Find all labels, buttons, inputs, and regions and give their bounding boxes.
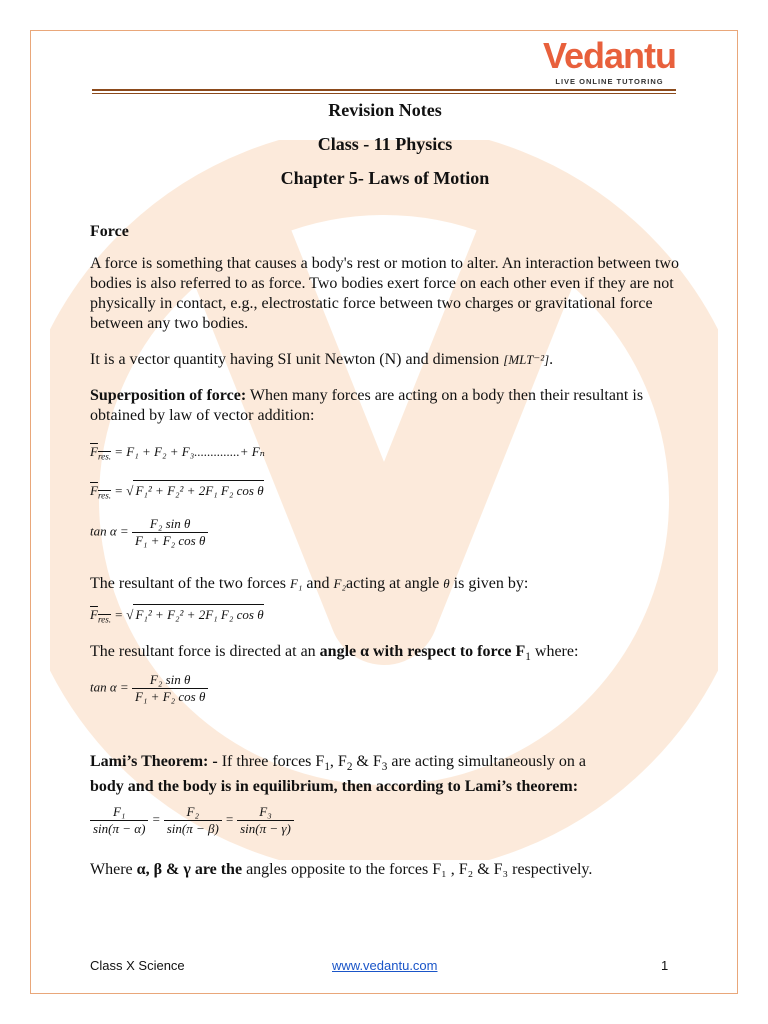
- lami-text-4: are acting simultaneously on a: [387, 753, 586, 770]
- equation-lami: $\frac{\text{F₁}}{\sin(\pi - \alpha)}$ = $\frac{\text{F₂}}{\sin(\pi - \beta)}$ = $\frac{\text{F₃}}{\sin(\pi - \gamma)}$: [90, 804, 294, 837]
- lami-num-1: F₁: [90, 804, 148, 821]
- vedantu-logo: [542, 35, 676, 86]
- symbol-theta: θ: [443, 576, 450, 591]
- lami-den-2: sin(π − β): [166, 821, 219, 836]
- lami-num-2: F₂: [164, 804, 222, 821]
- tan-lhs: tan α =: [90, 523, 129, 539]
- doc-class: Class - 11 Physics: [317, 134, 453, 154]
- header-rule-thin: [92, 93, 676, 94]
- doc-chapter: Chapter 5- Laws of Motion: [280, 168, 490, 188]
- direction-paragraph: [90, 642, 680, 667]
- force-paragraph: A force is something that causes a body's rest or motion to alter. An interaction between two bodies is also referred to as force. Two bodies exert force on each other even if they are not physically in contact, e.g., electrostatic force between two charges or gravitational force between any two bodies.: [90, 255, 679, 332]
- where-rest: angles opposite to the forces F₁ , F₂ & F₃ respectively.: [242, 861, 593, 878]
- tan-lhs-2: tan α =: [90, 679, 129, 695]
- superposition-paragraph: [90, 386, 680, 426]
- where-bold: α, β & γ are the: [136, 861, 243, 878]
- dimension-formula: [MLT⁻²]: [503, 352, 550, 367]
- logo-wordmark: Vedantu: [542, 35, 676, 76]
- two-forces-text: The resultant of the two forces: [90, 575, 286, 592]
- equation-tan-alpha: [90, 516, 208, 549]
- given-by-text: is given by:: [453, 575, 529, 592]
- doc-title: Revision Notes: [328, 100, 442, 120]
- equation-resultant-magnitude-2: $F_{res.}$ = √ F₁² + F₂² + 2F₁ F₂ cos θ: [90, 604, 264, 630]
- force-vector-text: It is a vector quantity having SI unit Newton (N) and dimension: [90, 351, 500, 368]
- tan-denominator: F₁ + F₂ cos θ: [134, 533, 206, 548]
- superposition-heading: Superposition of force:: [90, 387, 247, 404]
- direction-where: where:: [530, 643, 579, 660]
- eq2-rhs: F₁² + F₂² + 2F₁ F₂ cos θ: [133, 480, 263, 501]
- direction-sub: 1: [525, 651, 531, 664]
- lami-num-3: F₃: [237, 804, 294, 821]
- where-paragraph: [90, 860, 680, 880]
- tan-numerator-2: F₂ sin θ: [132, 672, 208, 689]
- header-rule: [92, 89, 676, 91]
- footer-website-link[interactable]: www.vedantu.com: [332, 958, 438, 973]
- tan-numerator: F₂ sin θ: [132, 516, 208, 533]
- lami-bold-line: body and the body is in equilibrium, then according to Lami’s theorem:: [90, 778, 579, 796]
- logo-tagline: LIVE ONLINE TUTORING: [555, 77, 664, 86]
- footer-page-number: 1: [661, 958, 669, 973]
- force-heading: Force: [90, 223, 129, 240]
- and-text: and: [306, 575, 330, 592]
- lami-text-1: If three forces F: [217, 753, 325, 770]
- lami-text-2: , F: [329, 753, 347, 770]
- equation-tan-alpha-2: [90, 672, 208, 705]
- tan-denominator-2: F₁ + F₂ cos θ: [134, 689, 206, 704]
- lami-heading: Lami’s Theorem: -: [90, 753, 218, 770]
- lami-paragraph: Lami’s Theorem: - If three forces $F_1$, $F_2$ & $F_3$ are acting simultaneously on a body and the body is in equilibrium, then according to Lami’s theorem:: [90, 753, 586, 796]
- lami-den-3: sin(π − γ): [240, 821, 291, 836]
- direction-bold: angle α with respect to force F: [319, 643, 526, 660]
- lami-den-1: sin(π − α): [93, 821, 146, 836]
- superposition-text: When many forces are acting on a body then their resultant is obtained by law of vector addition:: [90, 387, 644, 424]
- symbol-f1: F₁: [289, 576, 303, 591]
- where-text: Where: [90, 861, 133, 878]
- eq2b-rhs: F₁² + F₂² + 2F₁ F₂ cos θ: [133, 604, 263, 625]
- direction-text: The resultant force is directed at an: [90, 643, 316, 660]
- force-vector-paragraph: It is a vector quantity having SI unit Newton (N) and dimension [MLT⁻²].: [90, 351, 554, 368]
- lami-text-3: & F: [352, 753, 382, 770]
- footer-subject: Class X Science: [90, 958, 185, 973]
- symbol-f2: F₂: [333, 576, 346, 591]
- equation-resultant-sum: $F_{res.} = F_1 + F_2 + F_3..............+ F_n$: [90, 444, 265, 462]
- eq1-rhs: = F₁ + F₂ + F₃..............+ Fₙ: [114, 444, 265, 459]
- two-forces-paragraph: [90, 574, 680, 594]
- acting-text: acting at angle: [345, 575, 440, 592]
- equation-resultant-magnitude: $F_{res.}$ = √ F₁² + F₂² + 2F₁ F₂ cos θ: [90, 480, 264, 506]
